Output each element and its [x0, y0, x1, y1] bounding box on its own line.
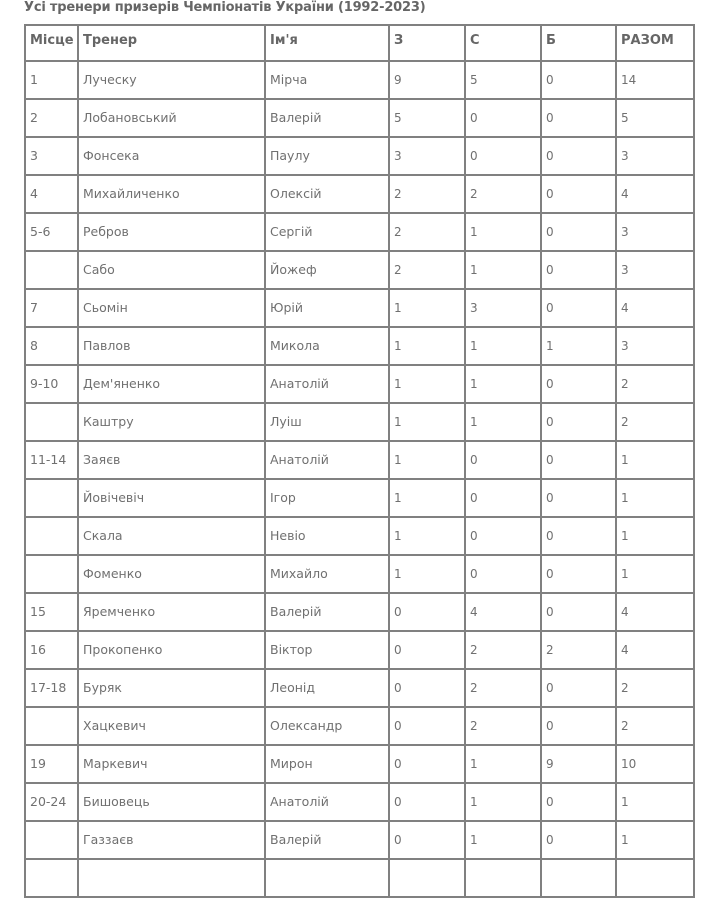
cell-first-name: Леонід — [265, 669, 389, 707]
cell-total: 2 — [616, 707, 694, 745]
cell-silver: 2 — [465, 669, 541, 707]
cell-place — [25, 517, 78, 555]
cell-first-name: Віктор — [265, 631, 389, 669]
cell-bronze: 0 — [541, 365, 616, 403]
cell-total: 4 — [616, 593, 694, 631]
cell-total: 1 — [616, 821, 694, 859]
cell-first-name: Невіо — [265, 517, 389, 555]
cell-gold: 1 — [389, 479, 465, 517]
cell-gold: 0 — [389, 821, 465, 859]
cell-bronze: 0 — [541, 593, 616, 631]
cell-place: 8 — [25, 327, 78, 365]
cell-silver: 1 — [465, 783, 541, 821]
cell-bronze — [541, 859, 616, 897]
cell-place: 19 — [25, 745, 78, 783]
cell-bronze: 9 — [541, 745, 616, 783]
cell-total: 10 — [616, 745, 694, 783]
cell-gold: 0 — [389, 631, 465, 669]
cell-bronze: 0 — [541, 669, 616, 707]
cell-gold: 1 — [389, 289, 465, 327]
cell-place: 1 — [25, 61, 78, 99]
cell-gold: 0 — [389, 745, 465, 783]
cell-first-name: Анатолій — [265, 441, 389, 479]
cell-silver — [465, 859, 541, 897]
cell-place: 15 — [25, 593, 78, 631]
cell-bronze: 0 — [541, 479, 616, 517]
table-row — [25, 289, 694, 327]
cell-place: 16 — [25, 631, 78, 669]
cell-gold: 2 — [389, 213, 465, 251]
table-row — [25, 745, 694, 783]
cell-bronze: 0 — [541, 707, 616, 745]
table-row — [25, 175, 694, 213]
cell-gold: 2 — [389, 175, 465, 213]
table-header-row — [25, 25, 694, 61]
cell-coach: Прокопенко — [78, 631, 265, 669]
cell-gold: 1 — [389, 327, 465, 365]
cell-gold: 9 — [389, 61, 465, 99]
cell-bronze: 0 — [541, 783, 616, 821]
cell-place: 3 — [25, 137, 78, 175]
table-row — [25, 251, 694, 289]
header-gold: З — [389, 25, 465, 61]
header-silver: С — [465, 25, 541, 61]
cell-coach: Павлов — [78, 327, 265, 365]
cell-coach: Маркевич — [78, 745, 265, 783]
table-row — [25, 631, 694, 669]
cell-coach: Сабо — [78, 251, 265, 289]
table-row — [25, 441, 694, 479]
cell-silver: 0 — [465, 479, 541, 517]
cell-total: 1 — [616, 441, 694, 479]
table-row — [25, 821, 694, 859]
cell-first-name: Микола — [265, 327, 389, 365]
cell-place — [25, 251, 78, 289]
table-row — [25, 99, 694, 137]
cell-silver: 1 — [465, 403, 541, 441]
cell-first-name: Анатолій — [265, 365, 389, 403]
cell-coach: Яремченко — [78, 593, 265, 631]
cell-coach: Хацкевич — [78, 707, 265, 745]
table-row — [25, 517, 694, 555]
cell-gold: 1 — [389, 403, 465, 441]
cell-bronze: 0 — [541, 517, 616, 555]
cell-place — [25, 859, 78, 897]
cell-total: 2 — [616, 669, 694, 707]
cell-place: 5-6 — [25, 213, 78, 251]
cell-first-name: Паулу — [265, 137, 389, 175]
table-row — [25, 479, 694, 517]
cell-bronze: 0 — [541, 137, 616, 175]
cell-coach — [78, 859, 265, 897]
cell-gold: 3 — [389, 137, 465, 175]
cell-coach: Сьомін — [78, 289, 265, 327]
cell-bronze: 0 — [541, 99, 616, 137]
table-row — [25, 555, 694, 593]
cell-silver: 2 — [465, 707, 541, 745]
table-row — [25, 137, 694, 175]
header-bronze: Б — [541, 25, 616, 61]
cell-place — [25, 479, 78, 517]
table-row — [25, 61, 694, 99]
cell-bronze: 0 — [541, 289, 616, 327]
cell-silver: 2 — [465, 175, 541, 213]
cell-bronze: 0 — [541, 555, 616, 593]
cell-coach: Луческу — [78, 61, 265, 99]
table-row — [25, 593, 694, 631]
cell-silver: 0 — [465, 137, 541, 175]
cell-silver: 3 — [465, 289, 541, 327]
cell-coach: Газзаєв — [78, 821, 265, 859]
cell-gold: 0 — [389, 669, 465, 707]
cell-silver: 0 — [465, 99, 541, 137]
cell-place: 7 — [25, 289, 78, 327]
cell-place: 17-18 — [25, 669, 78, 707]
header-place: Місце — [25, 25, 78, 61]
cell-total: 2 — [616, 403, 694, 441]
cell-coach: Буряк — [78, 669, 265, 707]
cell-gold: 0 — [389, 707, 465, 745]
cell-bronze: 0 — [541, 251, 616, 289]
table-caption: Усі тренери призерів Чемпіонатів України (1992-2023) — [24, 0, 426, 15]
cell-bronze: 0 — [541, 403, 616, 441]
table-row — [25, 707, 694, 745]
cell-coach: Ребров — [78, 213, 265, 251]
cell-place — [25, 821, 78, 859]
cell-place — [25, 555, 78, 593]
cell-bronze: 0 — [541, 175, 616, 213]
table-row — [25, 365, 694, 403]
header-total: РАЗОМ — [616, 25, 694, 61]
cell-silver: 0 — [465, 517, 541, 555]
cell-first-name: Валерій — [265, 99, 389, 137]
cell-first-name: Олексій — [265, 175, 389, 213]
cell-first-name: Олександр — [265, 707, 389, 745]
cell-place: 4 — [25, 175, 78, 213]
cell-coach: Бишовець — [78, 783, 265, 821]
cell-total: 2 — [616, 365, 694, 403]
table-row — [25, 859, 694, 897]
cell-first-name: Мирон — [265, 745, 389, 783]
table-body — [25, 61, 694, 897]
cell-total: 1 — [616, 555, 694, 593]
cell-place: 9-10 — [25, 365, 78, 403]
cell-total: 1 — [616, 783, 694, 821]
cell-first-name: Анатолій — [265, 783, 389, 821]
cell-total: 1 — [616, 479, 694, 517]
table-row — [25, 213, 694, 251]
cell-total — [616, 859, 694, 897]
cell-coach: Заяєв — [78, 441, 265, 479]
cell-place — [25, 707, 78, 745]
cell-silver: 5 — [465, 61, 541, 99]
cell-first-name — [265, 859, 389, 897]
cell-silver: 1 — [465, 821, 541, 859]
cell-total: 4 — [616, 631, 694, 669]
cell-gold: 0 — [389, 783, 465, 821]
cell-bronze: 0 — [541, 61, 616, 99]
cell-bronze: 2 — [541, 631, 616, 669]
cell-bronze: 0 — [541, 213, 616, 251]
cell-first-name: Мірча — [265, 61, 389, 99]
cell-place: 11-14 — [25, 441, 78, 479]
cell-silver: 0 — [465, 441, 541, 479]
cell-total: 4 — [616, 289, 694, 327]
cell-gold: 1 — [389, 555, 465, 593]
cell-first-name: Валерій — [265, 821, 389, 859]
cell-silver: 4 — [465, 593, 541, 631]
cell-silver: 1 — [465, 327, 541, 365]
cell-silver: 1 — [465, 745, 541, 783]
cell-coach: Скала — [78, 517, 265, 555]
cell-first-name: Юрій — [265, 289, 389, 327]
cell-coach: Каштру — [78, 403, 265, 441]
cell-first-name: Йожеф — [265, 251, 389, 289]
cell-silver: 1 — [465, 213, 541, 251]
cell-gold: 0 — [389, 593, 465, 631]
cell-total: 3 — [616, 137, 694, 175]
cell-gold: 1 — [389, 517, 465, 555]
cell-coach: Лобановський — [78, 99, 265, 137]
cell-coach: Фоменко — [78, 555, 265, 593]
cell-total: 1 — [616, 517, 694, 555]
cell-total: 3 — [616, 213, 694, 251]
coaches-medal-table — [24, 24, 695, 898]
header-name: Ім'я — [265, 25, 389, 61]
cell-gold: 1 — [389, 441, 465, 479]
cell-total: 5 — [616, 99, 694, 137]
cell-silver: 1 — [465, 365, 541, 403]
header-coach: Тренер — [78, 25, 265, 61]
cell-silver: 0 — [465, 555, 541, 593]
cell-coach: Йовічевіч — [78, 479, 265, 517]
cell-place: 2 — [25, 99, 78, 137]
cell-gold: 5 — [389, 99, 465, 137]
cell-bronze: 0 — [541, 821, 616, 859]
table-row — [25, 783, 694, 821]
cell-total: 4 — [616, 175, 694, 213]
cell-place: 20-24 — [25, 783, 78, 821]
cell-silver: 2 — [465, 631, 541, 669]
cell-coach: Фонсека — [78, 137, 265, 175]
cell-first-name: Луіш — [265, 403, 389, 441]
cell-total: 14 — [616, 61, 694, 99]
cell-bronze: 1 — [541, 327, 616, 365]
cell-gold — [389, 859, 465, 897]
cell-coach: Дем'яненко — [78, 365, 265, 403]
cell-place — [25, 403, 78, 441]
cell-total: 3 — [616, 327, 694, 365]
cell-gold: 2 — [389, 251, 465, 289]
cell-first-name: Валерій — [265, 593, 389, 631]
table-row — [25, 669, 694, 707]
cell-first-name: Ігор — [265, 479, 389, 517]
cell-total: 3 — [616, 251, 694, 289]
cell-coach: Михайличенко — [78, 175, 265, 213]
cell-first-name: Михайло — [265, 555, 389, 593]
cell-bronze: 0 — [541, 441, 616, 479]
table-row — [25, 403, 694, 441]
cell-silver: 1 — [465, 251, 541, 289]
cell-gold: 1 — [389, 365, 465, 403]
cell-first-name: Сергій — [265, 213, 389, 251]
table-row — [25, 327, 694, 365]
